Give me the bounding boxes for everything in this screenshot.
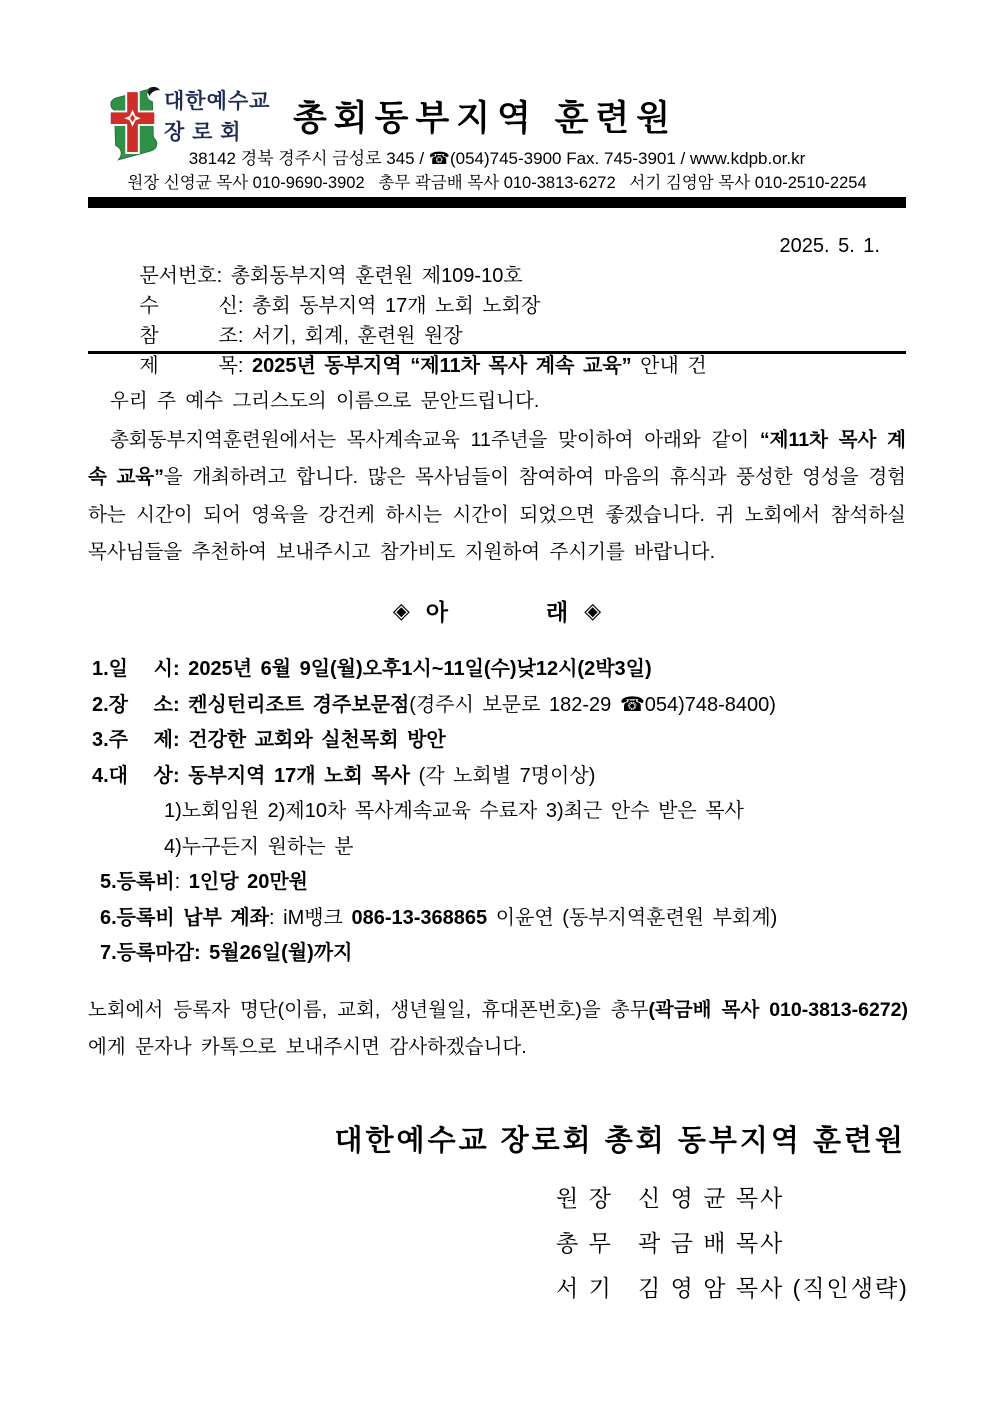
letterhead-title: 총회동부지역 훈련원: [293, 99, 678, 138]
denomination-name-line2: 장 로 회: [164, 121, 242, 144]
item-target-detail-2: 4)누구든지 원하는 분: [164, 835, 354, 858]
subject-label: 제 목:: [139, 355, 252, 377]
item-target-detail-1: 1)노회임원 2)제10차 목사계속교육 수료자 3)최근 안수 받은 목사: [164, 800, 744, 822]
letterhead-address: 38142 경북 경주시 금성로 345 / ☎(054)745-3900 Fax. 745-3901 / www.kdpb.or.kr: [188, 149, 806, 168]
doc-number-label: 문서번호:: [139, 265, 231, 287]
signature-clerk: 서 기 김 영 암 목사 (직인생략): [556, 1275, 909, 1301]
subject-value: 2025년 동부지역 “제11차 목사 계속 교육” 안내 건: [252, 355, 707, 377]
cc-row: [88, 291, 906, 347]
diamond-icon: ◈: [584, 597, 602, 623]
intro-paragraph: 총회동부지역훈련원에서는 목사계속교육 11주년을 맞이하여 아래와 같이 “제11차 목사 계속 교육”을 개최하려고 합니다. 많은 목사님들이 참여하여 마음의 휴식과 풍성한 영성을 경험하는 시간이 되어 영육을 강건케 하시는 시간이 되었으면 좋겠습니다. 귀 노회에서 참석하실 목사님들을 추천하여 보내주시고 참가비도 지원하여 주시기를 바랍니다.: [88, 428, 906, 563]
document-info-block: [88, 231, 906, 377]
signature-general-secretary: 총 무 곽 금 배 목사: [556, 1230, 785, 1256]
cc-value: 서기, 회계, 훈련원 원장: [252, 325, 463, 347]
item-topic: 3.주 제: 건강한 교회와 실천목회 방안: [92, 729, 446, 751]
recipient-row: [88, 261, 906, 317]
doc-number-value: 총회동부지역 훈련원 제109-10호: [230, 265, 523, 287]
recipient-label: 수 신:: [139, 295, 252, 317]
event-details-list: [92, 652, 906, 972]
denomination-name-line1: 대한예수교: [164, 90, 271, 113]
letterhead-contacts: 원장 신영균 목사 010-9690-3902 총무 곽금배 목사 010-3813-6272 서기 김영암 목사 010-2510-2254: [127, 174, 867, 192]
doc-number-row: [88, 231, 906, 287]
item-datetime: 1.일 시: 2025년 6월 9일(월)오후1시~11일(수)낮12시(2박3일): [92, 658, 652, 680]
subject-row: [88, 321, 906, 377]
divider-text-left: 아: [425, 599, 448, 625]
divider-text-right: 래: [546, 599, 569, 625]
item-venue: 2.장 소: 켄싱턴리조트 경주보문점(경주시 보문로 182-29 ☎054)748-8400): [92, 693, 776, 716]
doc-date: 2025. 5. 1.: [779, 235, 880, 257]
closing-paragraph: 노회에서 등록자 명단(이름, 교회, 생년월일, 휴대폰번호)을 총무(곽금배 목사 010-3813-6272)에게 문자나 카톡으로 보내주시면 감사하겠습니다.: [88, 998, 908, 1058]
greeting-paragraph: 우리 주 예수 그리스도의 이름으로 문안드립니다.: [110, 389, 540, 412]
signature-director: 원 장 신 영 균 목사: [556, 1185, 785, 1211]
signature-org-line: 대한예수교 장로회 총회 동부지역 훈련원: [334, 1125, 906, 1157]
below-section-divider: [88, 594, 906, 627]
item-bank-account: 6.등록비 납부 계좌: iM뱅크 086-13-368865 이윤연 (동부지역훈련원 부회계): [100, 906, 778, 929]
subject-divider-rule: [88, 351, 906, 354]
recipient-value: 총회 동부지역 17개 노회 노회장: [252, 295, 541, 317]
header-divider-bar: [88, 197, 906, 208]
item-deadline: 7.등록마감: 5월26일(월)까지: [100, 942, 353, 964]
signature-officers: [556, 1176, 909, 1311]
item-target: 4.대 상: 동부지역 17개 노회 목사 (각 노회별 7명이상): [92, 764, 596, 787]
denomination-name: [164, 86, 270, 148]
diamond-icon: ◈: [392, 597, 410, 623]
item-fee: 5.등록비: 1인당 20만원: [100, 871, 308, 893]
cc-label: 참 조:: [139, 325, 252, 347]
